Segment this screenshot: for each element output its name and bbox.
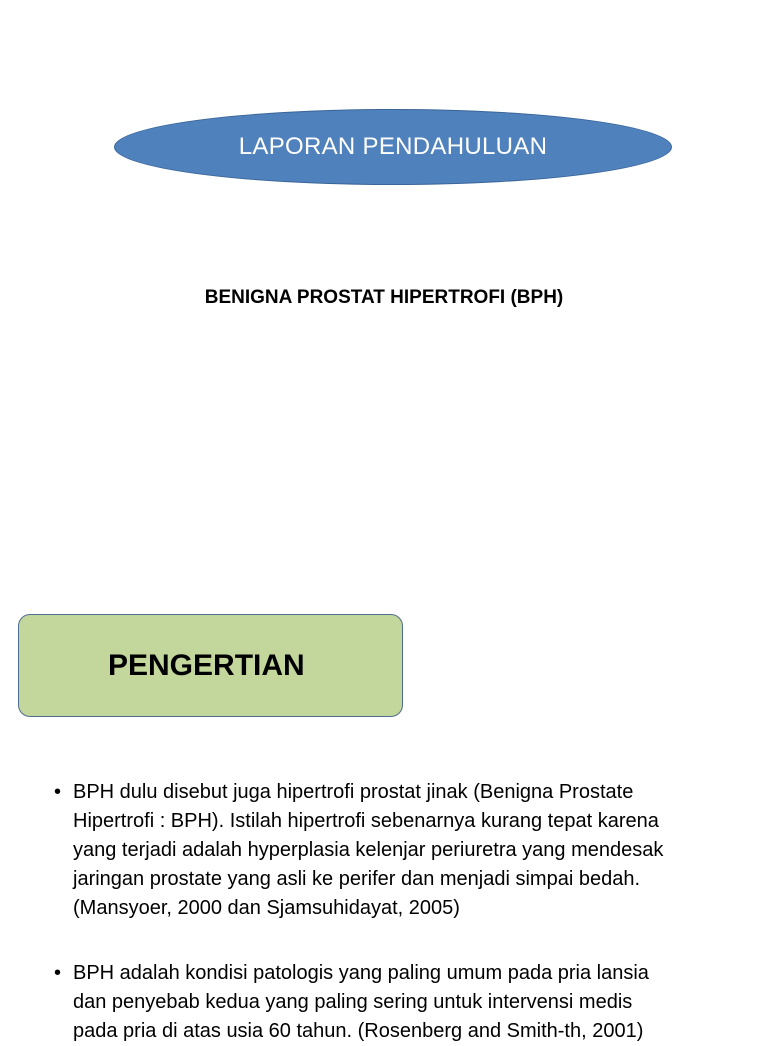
bullet-line: BPH adalah kondisi patologis yang paling umum pada pria lansia xyxy=(73,962,649,984)
bullet-line: (Mansyoer, 2000 dan Sjamsuhidayat, 2005) xyxy=(73,897,460,919)
bullet-item-2 xyxy=(54,959,734,1046)
bullet-line: pada pria di atas usia 60 tahun. (Rosenberg and Smith-th, 2001) xyxy=(73,1020,644,1042)
bullet-line: Hipertrofi : BPH). Istilah hipertrofi sebenarnya kurang tepat karena xyxy=(73,810,659,832)
bullet-line: yang terjadi adalah hyperplasia kelenjar periuretra yang mendesak xyxy=(73,839,664,861)
bullet-text xyxy=(73,959,734,1046)
bullet-item-1 xyxy=(54,778,734,923)
bullet-line: BPH dulu disebut juga hipertrofi prostat jinak (Benigna Prostate xyxy=(73,781,634,803)
bullet-text xyxy=(73,778,734,923)
bullet-dot-icon: • xyxy=(54,781,62,803)
page-subtitle: BENIGNA PROSTAT HIPERTROFI (BPH) xyxy=(204,287,564,308)
bullet-line: jaringan prostate yang asli ke perifer dan menjadi simpai bedah. xyxy=(73,868,641,890)
section-title: PENGERTIAN xyxy=(108,649,305,682)
page-title: LAPORAN PENDAHULUAN xyxy=(238,133,548,160)
bullet-dot-icon: • xyxy=(54,962,62,984)
bullet-line: dan penyebab kedua yang paling sering untuk intervensi medis xyxy=(73,991,633,1013)
